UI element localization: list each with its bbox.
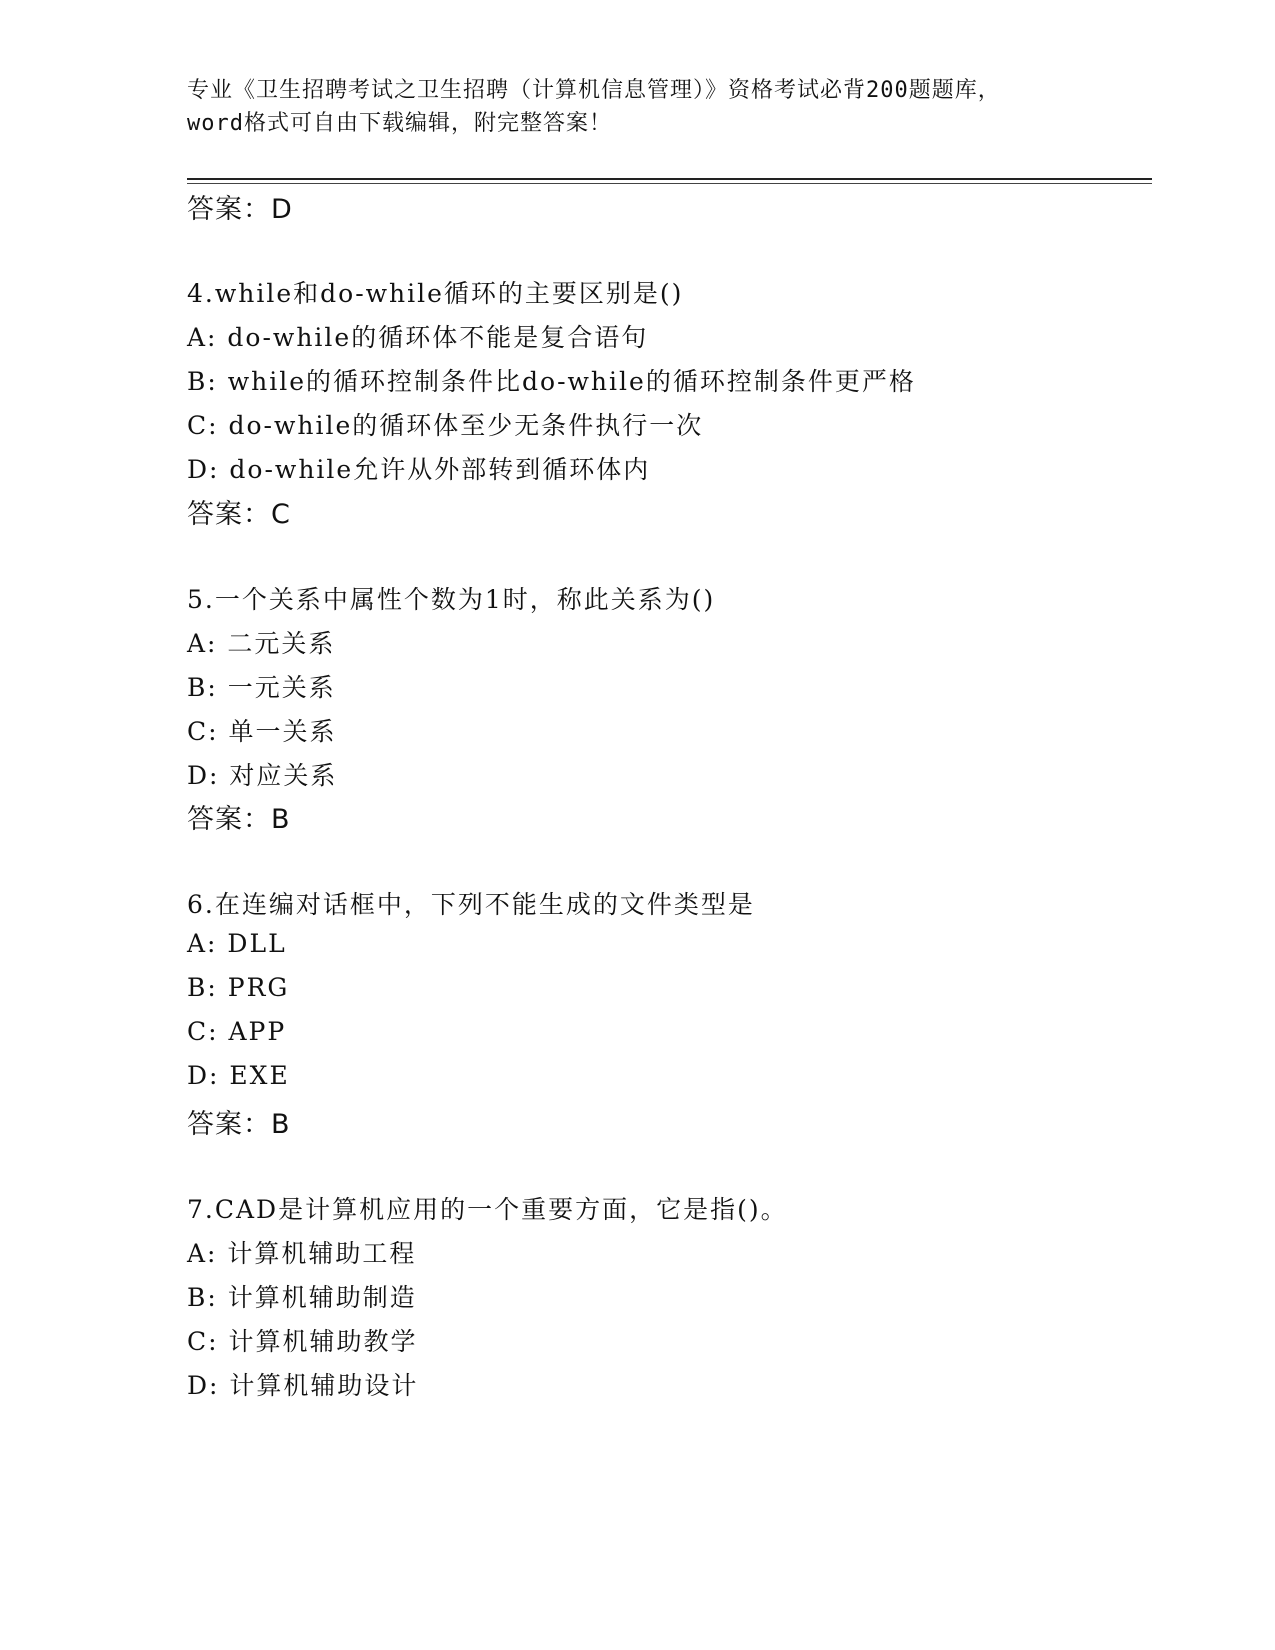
- option-d: D: 对应关系: [187, 761, 338, 790]
- answer-line: 答案：B: [187, 804, 291, 835]
- document-header: [187, 74, 1087, 140]
- option-c: C: do-while的循环体至少无条件执行一次: [187, 411, 704, 440]
- answer-line: 答案：C: [187, 499, 291, 530]
- option-b: B: while的循环控制条件比do-while的循环控制条件更严格: [187, 367, 916, 396]
- option-d: D: 计算机辅助设计: [187, 1371, 419, 1400]
- option-d: D: do-while允许从外部转到循环体内: [187, 455, 651, 484]
- option-a: A: 计算机辅助工程: [187, 1239, 417, 1268]
- header-divider-thick: [187, 178, 1152, 180]
- option-c: C: 单一关系: [187, 717, 337, 746]
- answer-line: 答案：B: [187, 1109, 291, 1140]
- option-b: B: 计算机辅助制造: [187, 1283, 417, 1312]
- header-line-1: 专业《卫生招聘考试之卫生招聘（计算机信息管理）》资格考试必背200题题库，: [187, 78, 1001, 103]
- option-b: B: 一元关系: [187, 673, 336, 702]
- option-b: B: PRG: [187, 973, 290, 1002]
- question-stem: 5.一个关系中属性个数为1时，称此关系为(): [187, 585, 716, 614]
- question-stem: 7.CAD是计算机应用的一个重要方面，它是指()。: [187, 1195, 788, 1224]
- header-line-2: word格式可自由下载编辑，附完整答案！: [187, 111, 612, 136]
- question-stem: 4.while和do-while循环的主要区别是(): [187, 279, 684, 308]
- answer-line: 答案：D: [187, 194, 293, 225]
- option-a: A: do-while的循环体不能是复合语句: [187, 323, 649, 352]
- option-c: C: 计算机辅助教学: [187, 1327, 418, 1356]
- option-d: D: EXE: [187, 1061, 290, 1090]
- option-c: C: APP: [187, 1017, 287, 1046]
- header-divider-thin: [187, 183, 1152, 184]
- question-stem: 6.在连编对话框中，下列不能生成的文件类型是: [187, 890, 755, 919]
- option-a: A: DLL: [187, 929, 287, 958]
- option-a: A: 二元关系: [187, 629, 336, 658]
